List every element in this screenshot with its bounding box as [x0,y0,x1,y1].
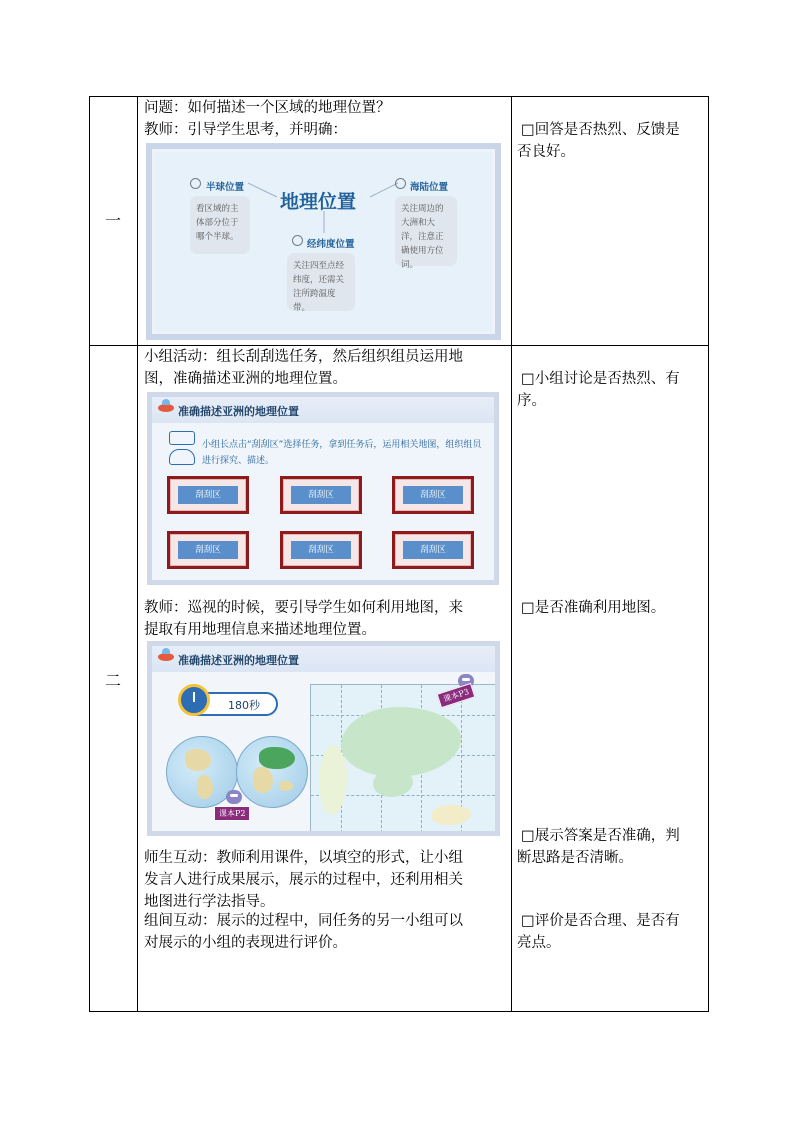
scratch-card[interactable]: 刮刮区 [280,476,362,514]
grid-globe-icon [292,235,303,246]
evaluation-line: 断思路是否清晰。 [517,850,633,866]
scratch-card[interactable]: 刮刮区 [392,476,474,514]
evaluation-line: 序。 [517,393,546,409]
slide-title: 地理位置 [280,191,357,213]
process-line: 组间互动：展示的过程中，同任务的另一小组可以 [144,913,463,929]
table-right-border [708,96,709,1012]
users-icon [169,449,195,465]
slide-description: 小组长点击“刮刮区”选择任务，拿到任务后，运用相关地图，组织组员进行探究、描述。 [202,440,482,466]
slide-header-title: 准确描述亚洲的地理位置 [178,405,299,418]
column-divider-2 [511,96,512,1012]
table-bottom-border [89,1011,709,1012]
scratch-card[interactable]: 刮刮区 [167,476,249,514]
item-label-landsea: 海陆位置 [410,182,449,193]
ufo-icon [158,653,174,661]
process-line: 教师：巡视的时候，要引导学生如何利用地图，来 [144,600,463,616]
timer-value: 180秒 [228,699,260,712]
process-line: 图，准确描述亚洲的地理位置。 [144,371,347,387]
globe-icon [190,178,201,189]
asia-map [310,684,496,834]
item-label-latlon: 经纬度位置 [307,239,355,250]
robot-mascot-icon [226,790,242,804]
slide-header [152,397,494,423]
chat-icon [169,431,195,445]
process-line: 问题：如何描述一个区域的地理位置？ [144,100,391,116]
process-line: 发言人进行成果展示，展示的过程中，还利用相关 [144,872,463,888]
textbook-page-tag: 课本P2 [214,806,250,821]
item-label-hemisphere: 半球位置 [206,182,245,193]
stopwatch-icon [178,684,210,716]
row-label-2: 二 [105,671,122,690]
column-divider-1 [137,96,138,1012]
table-left-border [89,96,90,1012]
slide-group-activity [147,392,499,585]
item-desc-landsea: 关注周边的大洲和大洋，注意正确使用方位词。 [395,196,457,266]
earth-icon [395,178,406,189]
scratch-card[interactable]: 刮刮区 [392,531,474,569]
item-desc-hemisphere: 看区域的主体部分位于哪个半球。 [190,196,250,254]
evaluation-line: □是否准确利用地图。 [521,600,666,616]
slide-header-title: 准确描述亚洲的地理位置 [178,654,299,667]
evaluation-line: 亮点。 [517,935,561,951]
process-line: 小组活动：组长刮刮选任务，然后组织组员运用地 [144,349,463,365]
evaluation-line: □小组讨论是否热烈、有 [521,371,680,387]
scratch-card[interactable]: 刮刮区 [167,531,249,569]
scratch-card[interactable]: 刮刮区 [280,531,362,569]
process-line: 对展示的小组的表现进行评价。 [144,935,347,951]
globe-eastern-hemisphere [236,736,308,808]
slide-map-exploration [147,641,500,836]
item-desc-latlon: 关注四至点经纬度，还需关注所跨温度带。 [287,253,355,311]
evaluation-line: □展示答案是否准确，判 [521,828,680,844]
textbook-page-tag: 课本P3 [437,683,476,709]
process-line: 教师：引导学生思考，并明确： [144,122,347,138]
process-line: 地图进行学法指导。 [144,894,275,910]
evaluation-line: □回答是否热烈、反馈是 [521,122,680,138]
process-line: 提取有用地理信息来描述地理位置。 [144,622,376,638]
slide-geographic-location [146,143,501,340]
ufo-icon [158,404,174,412]
evaluation-line: 否良好。 [517,144,575,160]
process-line: 师生互动：教师利用课件，以填空的形式，让小组 [144,850,463,866]
slide-header [152,646,495,672]
row-label-1: 一 [105,211,122,230]
evaluation-line: □评价是否合理、是否有 [521,913,680,929]
